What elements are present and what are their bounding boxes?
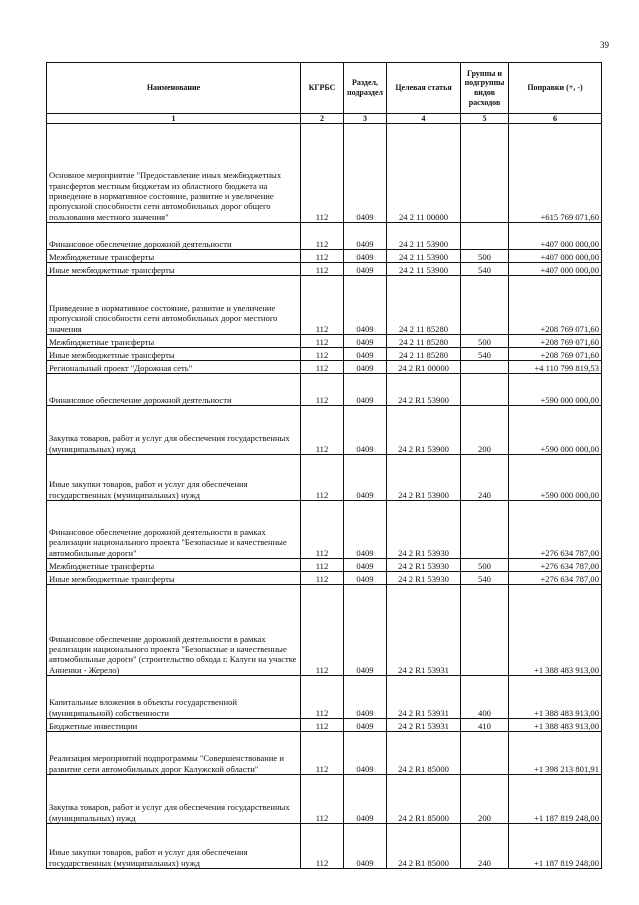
table-row (47, 775, 602, 824)
row-razdel: 0409 (344, 276, 387, 335)
row-grp: 200 (461, 775, 509, 824)
row-razdel: 0409 (344, 335, 387, 348)
row-stat: 24 2 R1 53900 (387, 455, 461, 501)
row-stat: 24 2 11 53900 (387, 223, 461, 250)
row-kgrbs: 112 (301, 361, 344, 374)
row-grp: 400 (461, 676, 509, 719)
row-sum: +1 388 483 913,00 (509, 719, 602, 732)
row-name: Финансовое обеспечение дорожной деятельности (47, 223, 301, 250)
row-kgrbs: 112 (301, 455, 344, 501)
row-sum: +1 388 483 913,00 (509, 585, 602, 676)
row-grp (461, 361, 509, 374)
row-name: Иные межбюджетные трансферты (47, 572, 301, 585)
column-number: 2 (301, 114, 344, 124)
row-razdel: 0409 (344, 824, 387, 869)
row-name: Межбюджетные трансферты (47, 559, 301, 572)
column-number: 6 (509, 114, 602, 124)
row-name: Иные закупки товаров, работ и услуг для обеспечения государственных (муниципальных) нужд (47, 455, 301, 501)
table-row (47, 732, 602, 775)
row-sum: +615 769 071,60 (509, 124, 602, 223)
table-row (47, 719, 602, 732)
table-row (47, 335, 602, 348)
row-stat: 24 2 11 85280 (387, 276, 461, 335)
header-kgrbs: КГРБС (301, 63, 344, 114)
row-grp: 500 (461, 559, 509, 572)
row-sum: +590 000 000,00 (509, 374, 602, 406)
row-sum: +208 769 071,60 (509, 276, 602, 335)
row-razdel: 0409 (344, 775, 387, 824)
row-stat: 24 2 11 85280 (387, 348, 461, 361)
column-number: 4 (387, 114, 461, 124)
row-name: Межбюджетные трансферты (47, 250, 301, 263)
table-row (47, 559, 602, 572)
row-kgrbs: 112 (301, 263, 344, 276)
table-row (47, 348, 602, 361)
row-stat: 24 2 R1 53931 (387, 719, 461, 732)
row-razdel: 0409 (344, 361, 387, 374)
row-kgrbs: 112 (301, 501, 344, 559)
column-number: 1 (47, 114, 301, 124)
row-grp: 540 (461, 263, 509, 276)
row-grp: 410 (461, 719, 509, 732)
row-kgrbs: 112 (301, 374, 344, 406)
row-razdel: 0409 (344, 124, 387, 223)
table-row (47, 263, 602, 276)
row-name: Иные межбюджетные трансферты (47, 263, 301, 276)
row-stat: 24 2 R1 53931 (387, 585, 461, 676)
table-row (47, 824, 602, 869)
row-stat: 24 2 11 53900 (387, 250, 461, 263)
row-stat: 24 2 R1 85000 (387, 775, 461, 824)
row-grp (461, 124, 509, 223)
row-name: Иные закупки товаров, работ и услуг для обеспечения государственных (муниципальных) нужд (47, 824, 301, 869)
row-kgrbs: 112 (301, 276, 344, 335)
row-stat: 24 2 R1 53931 (387, 676, 461, 719)
row-kgrbs: 112 (301, 406, 344, 455)
row-grp (461, 732, 509, 775)
table-row (47, 124, 602, 223)
row-razdel: 0409 (344, 374, 387, 406)
table-row (47, 455, 602, 501)
row-stat: 24 2 11 00000 (387, 124, 461, 223)
row-razdel: 0409 (344, 572, 387, 585)
row-stat: 24 2 11 53900 (387, 263, 461, 276)
row-grp (461, 223, 509, 250)
row-sum: +1 187 819 248,00 (509, 824, 602, 869)
row-name: Региональный проект "Дорожная сеть" (47, 361, 301, 374)
header-row (47, 63, 602, 114)
row-grp: 540 (461, 572, 509, 585)
row-stat: 24 2 R1 53900 (387, 374, 461, 406)
row-name: Основное мероприятие "Предоставление иных межбюджетных трансфертов местным бюджетам из областного бюджета на приведение в нормативное состояние, развитие и увеличение пропускной способности сети автомобильных дорог общего пользования местного значения" (47, 124, 301, 223)
row-grp (461, 585, 509, 676)
row-stat: 24 2 R1 85000 (387, 732, 461, 775)
row-name: Иные межбюджетные трансферты (47, 348, 301, 361)
row-kgrbs: 112 (301, 223, 344, 250)
row-sum: +276 634 787,00 (509, 559, 602, 572)
row-name: Закупка товаров, работ и услуг для обеспечения государственных (муниципальных) нужд (47, 775, 301, 824)
row-sum: +590 000 000,00 (509, 455, 602, 501)
row-kgrbs: 112 (301, 676, 344, 719)
row-sum: +590 000 000,00 (509, 406, 602, 455)
row-razdel: 0409 (344, 223, 387, 250)
row-razdel: 0409 (344, 559, 387, 572)
row-kgrbs: 112 (301, 559, 344, 572)
header-stat: Целевая статья (387, 63, 461, 114)
row-sum: +276 634 787,00 (509, 501, 602, 559)
header-razdel: Раздел, подраздел (344, 63, 387, 114)
row-kgrbs: 112 (301, 124, 344, 223)
row-stat: 24 2 R1 53930 (387, 559, 461, 572)
table-row (47, 361, 602, 374)
table-row (47, 276, 602, 335)
row-stat: 24 2 R1 53900 (387, 406, 461, 455)
row-kgrbs: 112 (301, 250, 344, 263)
row-name: Финансовое обеспечение дорожной деятельности (47, 374, 301, 406)
row-name: Межбюджетные трансферты (47, 335, 301, 348)
budget-table (46, 62, 602, 869)
row-kgrbs: 112 (301, 335, 344, 348)
row-sum: +208 769 071,60 (509, 335, 602, 348)
header-name: Наименование (47, 63, 301, 114)
row-sum: +1 398 213 801,91 (509, 732, 602, 775)
row-name: Финансовое обеспечение дорожной деятельности в рамках реализации национального проекта "Безопасные и качественные автомобильные дороги" (47, 501, 301, 559)
row-kgrbs: 112 (301, 719, 344, 732)
row-grp: 200 (461, 406, 509, 455)
row-grp: 240 (461, 824, 509, 869)
row-grp (461, 276, 509, 335)
table-row (47, 572, 602, 585)
header-grp: Группы и подгруппы видов расходов (461, 63, 509, 114)
table-row (47, 406, 602, 455)
row-razdel: 0409 (344, 406, 387, 455)
row-razdel: 0409 (344, 719, 387, 732)
row-name: Финансовое обеспечение дорожной деятельности в рамках реализации национального проекта "Безопасные и качественные автомобильные дороги" (строительство обхода г. Калуги на участке Анненки - Жерело) (47, 585, 301, 676)
table-row (47, 223, 602, 250)
row-name: Капитальные вложения в объекты государственной (муниципальной) собственности (47, 676, 301, 719)
row-grp (461, 501, 509, 559)
row-name: Приведение в нормативное состояние, развитие и увеличение пропускной способности сети автомобильных дорог местного значения (47, 276, 301, 335)
row-sum: +208 769 071,60 (509, 348, 602, 361)
header-sum: Поправки (+, -) (509, 63, 602, 114)
table-row (47, 676, 602, 719)
column-number: 5 (461, 114, 509, 124)
row-kgrbs: 112 (301, 585, 344, 676)
row-name: Бюджетные инвестиции (47, 719, 301, 732)
table-row (47, 374, 602, 406)
row-grp: 500 (461, 250, 509, 263)
row-razdel: 0409 (344, 455, 387, 501)
row-grp (461, 374, 509, 406)
row-razdel: 0409 (344, 348, 387, 361)
column-number-row (47, 114, 602, 124)
row-kgrbs: 112 (301, 824, 344, 869)
row-sum: +407 000 000,00 (509, 223, 602, 250)
row-stat: 24 2 R1 53930 (387, 501, 461, 559)
row-grp: 240 (461, 455, 509, 501)
row-razdel: 0409 (344, 585, 387, 676)
row-sum: +276 634 787,00 (509, 572, 602, 585)
row-sum: +407 000 000,00 (509, 263, 602, 276)
row-name: Реализация мероприятий подпрограммы "Совершенствование и развитие сети автомобильных дорог Калужской области" (47, 732, 301, 775)
row-razdel: 0409 (344, 263, 387, 276)
row-grp: 540 (461, 348, 509, 361)
row-razdel: 0409 (344, 250, 387, 263)
budget-body (47, 124, 602, 869)
row-stat: 24 2 R1 00000 (387, 361, 461, 374)
row-kgrbs: 112 (301, 348, 344, 361)
row-sum: +4 110 799 819,53 (509, 361, 602, 374)
row-razdel: 0409 (344, 732, 387, 775)
row-sum: +1 388 483 913,00 (509, 676, 602, 719)
row-grp: 500 (461, 335, 509, 348)
row-stat: 24 2 11 85280 (387, 335, 461, 348)
column-number: 3 (344, 114, 387, 124)
row-kgrbs: 112 (301, 732, 344, 775)
row-stat: 24 2 R1 85000 (387, 824, 461, 869)
row-razdel: 0409 (344, 676, 387, 719)
row-kgrbs: 112 (301, 572, 344, 585)
table-row (47, 501, 602, 559)
row-stat: 24 2 R1 53930 (387, 572, 461, 585)
table-row (47, 250, 602, 263)
row-sum: +1 187 819 248,00 (509, 775, 602, 824)
row-kgrbs: 112 (301, 775, 344, 824)
page-number: 39 (600, 40, 609, 50)
row-sum: +407 000 000,00 (509, 250, 602, 263)
row-name: Закупка товаров, работ и услуг для обеспечения государственных (муниципальных) нужд (47, 406, 301, 455)
row-razdel: 0409 (344, 501, 387, 559)
table-row (47, 585, 602, 676)
